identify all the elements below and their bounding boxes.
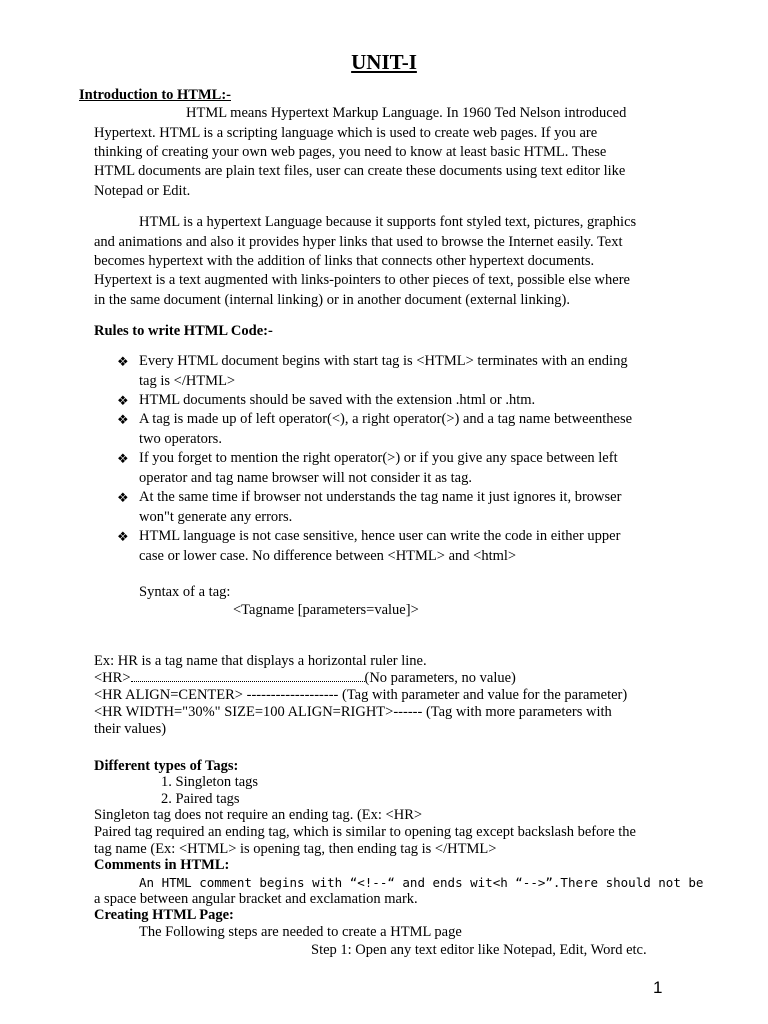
bullet-icon: ❖	[117, 412, 129, 427]
rule-3-line2: two operators.	[139, 431, 222, 447]
example-3-dashes: ------	[393, 704, 423, 720]
example-2-note: (Tag with parameter and value for the parameter)	[342, 687, 628, 703]
bullet-icon: ❖	[117, 490, 129, 505]
bullet-icon: ❖	[117, 451, 129, 466]
tag-type-1: 1. Singleton tags	[161, 774, 259, 790]
intro-p2-line4: Hypertext is a text augmented with links-pointers to other pieces of text, possible else where	[94, 272, 630, 288]
page-title: UNIT-I	[351, 50, 417, 74]
comments-line2: a space between angular bracket and exclamation mark.	[94, 891, 418, 907]
example-1-note: (No parameters, no value)	[364, 670, 516, 686]
intro-p1-line5: Notepad or Edit.	[94, 183, 191, 199]
rule-6-line2: case or lower case. No difference between <HTML> and <html>	[139, 548, 517, 564]
example-2-code: <HR ALIGN=CENTER>	[94, 687, 243, 703]
intro-p1-line2: Hypertext. HTML is a scripting language which is used to create web pages. If you are	[94, 125, 598, 141]
rule-4-line2: operator and tag name browser will not consider it as tag.	[139, 470, 472, 486]
intro-p1-line1: HTML means Hypertext Markup Language. In 1960 Ted Nelson introduced	[186, 105, 627, 121]
rule-6-line1: HTML language is not case sensitive, hence user can write the code in either upper	[139, 528, 621, 544]
rule-1-line2: tag is </HTML>	[139, 373, 236, 389]
tag-types-heading: Different types of Tags:	[94, 758, 239, 774]
example-3-note: (Tag with more parameters with	[425, 704, 612, 720]
example-3-code: <HR WIDTH="30%" SIZE=100 ALIGN=RIGHT>	[94, 704, 394, 720]
intro-p2-line3: becomes hypertext with the addition of links that connects other hypertext documents.	[94, 253, 595, 269]
intro-heading: Introduction to HTML:-	[79, 87, 231, 103]
paired-text-line1: Paired tag required an ending tag, which is similar to opening tag except backslash before the	[94, 824, 636, 840]
bullet-icon: ❖	[117, 529, 129, 544]
paired-text-line2: tag name (Ex: <HTML> is opening tag, then ending tag is </HTML>	[94, 841, 497, 857]
page-number: 1	[653, 978, 663, 997]
intro-p2-line5: in the same document (internal linking) or in another document (external linking).	[94, 292, 570, 308]
dotted-leader	[131, 669, 365, 682]
example-1-code: <HR>	[94, 670, 131, 686]
syntax-label: Syntax of a tag:	[139, 584, 231, 600]
rule-3-line1: A tag is made up of left operator(<), a right operator(>) and a tag name betweenthese	[139, 411, 633, 427]
creating-heading: Creating HTML Page:	[94, 907, 234, 923]
intro-p2-line1: HTML is a hypertext Language because it supports font styled text, pictures, graphics	[139, 214, 637, 230]
bullet-icon: ❖	[117, 393, 129, 408]
rule-5-line1: At the same time if browser not understands the tag name it just ignores it, browser	[139, 489, 622, 505]
singleton-text: Singleton tag does not require an ending tag. (Ex: <HR>	[94, 807, 423, 823]
syntax-value: <Tagname [parameters=value]>	[233, 602, 419, 618]
intro-p1-line3: thinking of creating your own web pages, you need to know at least basic HTML. These	[94, 144, 607, 160]
rule-4-line1: If you forget to mention the right operator(>) or if you give any space between left	[139, 450, 618, 466]
rules-heading: Rules to write HTML Code:-	[94, 323, 273, 339]
rule-1-line1: Every HTML document begins with start tag is <HTML> terminates with an ending	[139, 353, 628, 369]
example-intro: Ex: HR is a tag name that displays a horizontal ruler line.	[94, 653, 427, 669]
comments-heading: Comments in HTML:	[94, 857, 230, 873]
rule-5-line2: won"t generate any errors.	[139, 509, 293, 525]
rule-2-line1: HTML documents should be saved with the extension .html or .htm.	[139, 392, 536, 408]
creating-step1: Step 1: Open any text editor like Notepad, Edit, Word etc.	[311, 942, 647, 958]
tag-type-2: 2. Paired tags	[161, 791, 240, 807]
intro-p2-line2: and animations and also it provides hyper links that used to browse the Internet easily. Text	[94, 234, 623, 250]
intro-p1-line4: HTML documents are plain text files, user can create these documents using text editor like	[94, 163, 626, 179]
example-3	[94, 703, 612, 722]
example-2-dashes: -------------------	[246, 687, 339, 703]
creating-line1: The Following steps are needed to create a HTML page	[139, 924, 462, 940]
bullet-icon: ❖	[117, 354, 129, 369]
comments-line1: An HTML comment begins with “<!--“ and ends wit<h “-->”.There should not be	[139, 875, 704, 890]
example-3-note-cont: their values)	[94, 721, 167, 737]
